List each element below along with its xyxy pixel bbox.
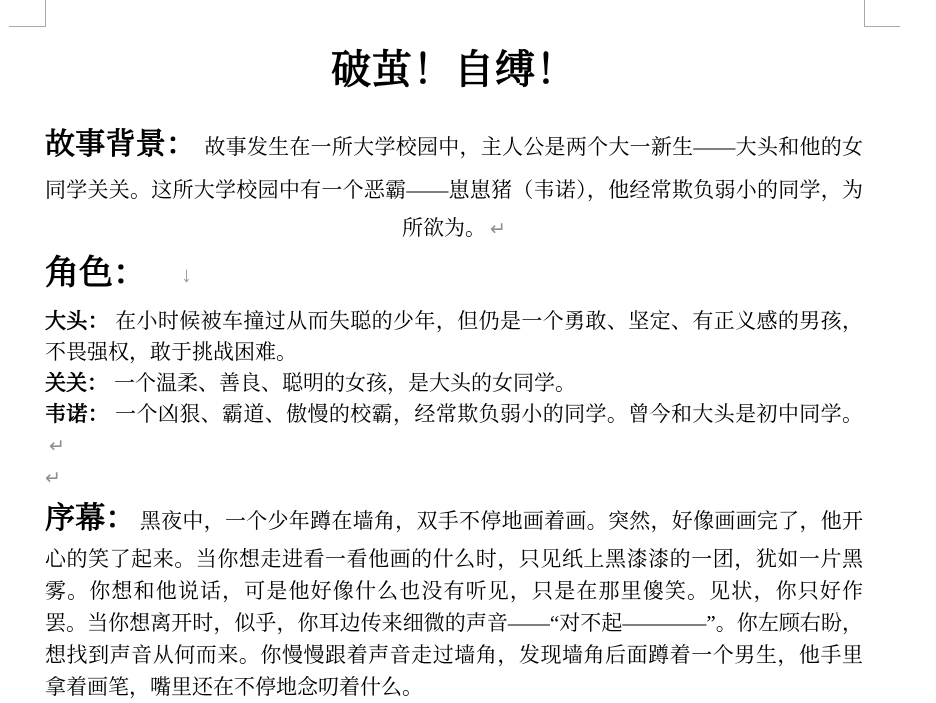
roles-heading: 角色： [45,255,147,292]
prologue-paragraph [45,495,863,703]
document-body [45,0,863,703]
role-guanguan-label: 关关： [45,371,108,395]
crop-mark-top-right-horizontal [864,26,900,27]
role-datou-desc: 在小时候被车撞过从而失聪的少年，但仍是一个勇敢、坚定、有正义感的男孩，不畏强权，敢于挑战困难。 [45,309,864,364]
line-break-arrow-icon: ↓ [181,262,192,287]
role-guanguan-paragraph [45,368,863,399]
document-title: 破茧！自缚！ [331,47,577,92]
roles-heading-row [45,252,863,297]
roles-list [45,306,863,494]
paragraph-return-mark: ↵ [49,435,65,457]
role-datou-label: 大头： [45,309,110,333]
background-paragraph [45,119,863,248]
role-weinuo-paragraph [45,399,863,462]
paragraph-return-mark: ↵ [45,467,61,489]
role-weinuo-label: 韦诺： [45,402,110,426]
background-text: 故事发生在一所大学校园中，主人公是两个大一新生——大头和他的女同学关关。这所大学校园中有一个恶霸——崽崽猪（韦诺），他经常欺负弱小的同学，为所欲为。 [45,135,864,240]
crop-mark-top-right-vertical [864,0,865,26]
crop-mark-top-left-horizontal [9,26,46,27]
empty-paragraph [45,462,863,494]
background-heading: 故事背景： [45,128,197,161]
role-guanguan-desc: 一个温柔、善良、聪明的女孩，是大头的女同学。 [114,371,576,395]
role-datou-paragraph [45,306,863,368]
prologue-text: 黑夜中，一个少年蹲在墙角，双手不停地画着画。突然，好像画画完了，他开心的笑了起来。当你想走进看一看他画的什么时，只见纸上黑漆漆的一团，犹如一片黑雾。你想和他说话，可是他好像什么也没有听见，只是在那里傻笑。见状，你只好作罢。当你想离开时，似乎，你耳边传来细微的声音——“对不起————”。你左顾右盼，想找到声音从何而来。你慢慢跟着声音走过墙角，发 [45,509,864,667]
role-weinuo-desc: 一个凶狠、霸道、傲慢的校霸，经常欺负弱小的同学。曾今和大头是初中同学。 [115,402,864,426]
prologue-text-clipped: 现墙角后面蹲着一个男生，他手里拿着画笔，嘴里还在不停地念叨着什么。 [45,643,864,699]
prologue-heading: 序幕： [45,502,136,535]
paragraph-return-mark: ↵ [490,218,506,240]
